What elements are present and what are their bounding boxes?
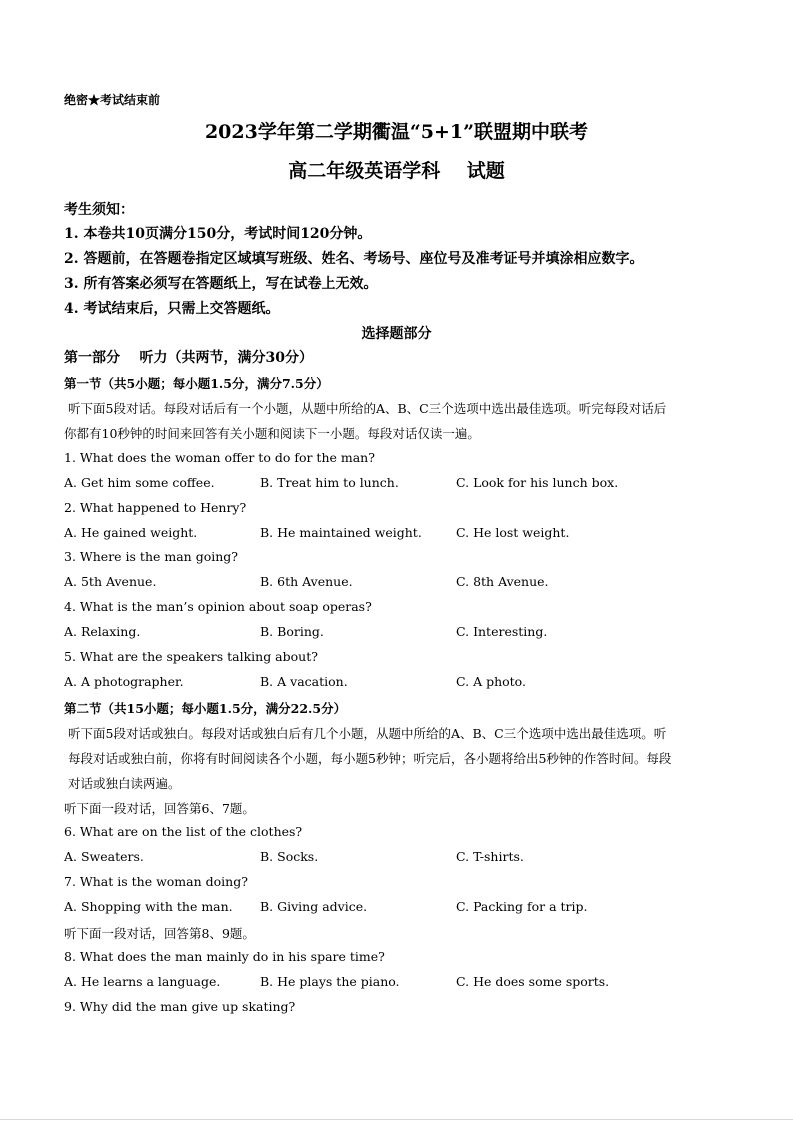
exam-subtitle: 高二年级英语学科 试题 <box>288 160 505 182</box>
option-a: A. A photographer. <box>64 674 184 689</box>
option-b: B. He maintained weight. <box>260 525 422 540</box>
option-c: C. He does some sports. <box>456 974 610 989</box>
option-c: C. 8th Avenue. <box>456 574 549 589</box>
page-bottom-edge <box>0 1119 793 1120</box>
question-stem: 1. What does the woman offer to do for the man? <box>64 450 375 465</box>
section2-instruction: 每段对话或独白前，你将有时间阅读各个小题，每小题5秒钟；听完后，各小题将给出5秒钟的作答时间。每段 <box>68 751 672 766</box>
option-b: B. 6th Avenue. <box>260 574 353 589</box>
option-b: B. Boring. <box>260 624 324 639</box>
dialog-instruction: 听下面一段对话，回答第8、9题。 <box>64 926 255 941</box>
question-stem: 5. What are the speakers talking about? <box>64 649 318 664</box>
option-a: A. Shopping with the man. <box>64 899 233 914</box>
option-a: A. Sweaters. <box>64 849 144 864</box>
option-b: B. Giving advice. <box>260 899 368 914</box>
option-a: A. Relaxing. <box>64 624 141 639</box>
option-b: B. A vacation. <box>260 674 348 689</box>
option-a: A. He gained weight. <box>64 525 198 540</box>
option-a: A. 5th Avenue. <box>64 574 157 589</box>
section2-instruction: 对话或独白读两遍。 <box>68 776 181 791</box>
option-c: C. A photo. <box>456 674 526 689</box>
option-c: C. He lost weight. <box>456 525 570 540</box>
section2-instruction: 听下面5段对话或独白。每段对话或独白后有几个小题，从题中所给的A、B、C三个选项中选出最佳选项。听 <box>68 726 667 741</box>
option-c: C. Look for his lunch box. <box>456 475 619 490</box>
option-c: C. Packing for a trip. <box>456 899 588 914</box>
dialog-instruction: 听下面一段对话，回答第6、7题。 <box>64 801 255 816</box>
objective-section-heading: 选择题部分 <box>361 326 432 342</box>
notice-item: 3. 所有答案必须写在答题纸上，写在试卷上无效。 <box>64 276 378 292</box>
section1-instruction: 你都有10秒钟的时间来回答有关小题和阅读下一小题。每段对话仅读一遍。 <box>64 426 480 441</box>
question-stem: 2. What happened to Henry? <box>64 500 247 515</box>
notice-item: 4. 考试结束后，只需上交答题纸。 <box>64 301 280 317</box>
notices-heading: 考生须知： <box>64 202 134 218</box>
option-b: B. He plays the piano. <box>260 974 400 989</box>
part1-title: 第一部分 听力（共两节，满分30分） <box>64 350 313 366</box>
exam-title: 2023学年第二学期衢温“5+1”联盟期中联考 <box>204 121 589 143</box>
question-stem: 4. What is the man’s opinion about soap operas? <box>64 599 372 614</box>
question-stem: 7. What is the woman doing? <box>64 874 248 889</box>
question-stem: 8. What does the man mainly do in his spare time? <box>64 949 385 964</box>
option-a: A. Get him some coffee. <box>64 475 215 490</box>
question-stem: 9. Why did the man give up skating? <box>64 999 296 1014</box>
section2-title: 第二节（共15小题；每小题1.5分，满分22.5分） <box>64 701 347 716</box>
notice-item: 2. 答题前，在答题卷指定区域填写班级、姓名、考场号、座位号及准考证号并填涂相应数字。 <box>64 251 644 267</box>
option-c: C. Interesting. <box>456 624 548 639</box>
section1-title: 第一节（共5小题；每小题1.5分，满分7.5分） <box>64 376 329 391</box>
question-stem: 6. What are on the list of the clothes? <box>64 824 303 839</box>
question-stem: 3. Where is the man going? <box>64 549 238 564</box>
confidential-note: 绝密★考试结束前 <box>64 93 161 107</box>
option-a: A. He learns a language. <box>64 974 221 989</box>
option-c: C. T-shirts. <box>456 849 524 864</box>
option-b: B. Socks. <box>260 849 319 864</box>
notice-item: 1. 本卷共10页满分150分，考试时间120分钟。 <box>64 226 372 242</box>
option-b: B. Treat him to lunch. <box>260 475 399 490</box>
section1-instruction: 听下面5段对话。每段对话后有一个小题，从题中所给的A、B、C三个选项中选出最佳选项。听完每段对话后 <box>68 401 667 416</box>
